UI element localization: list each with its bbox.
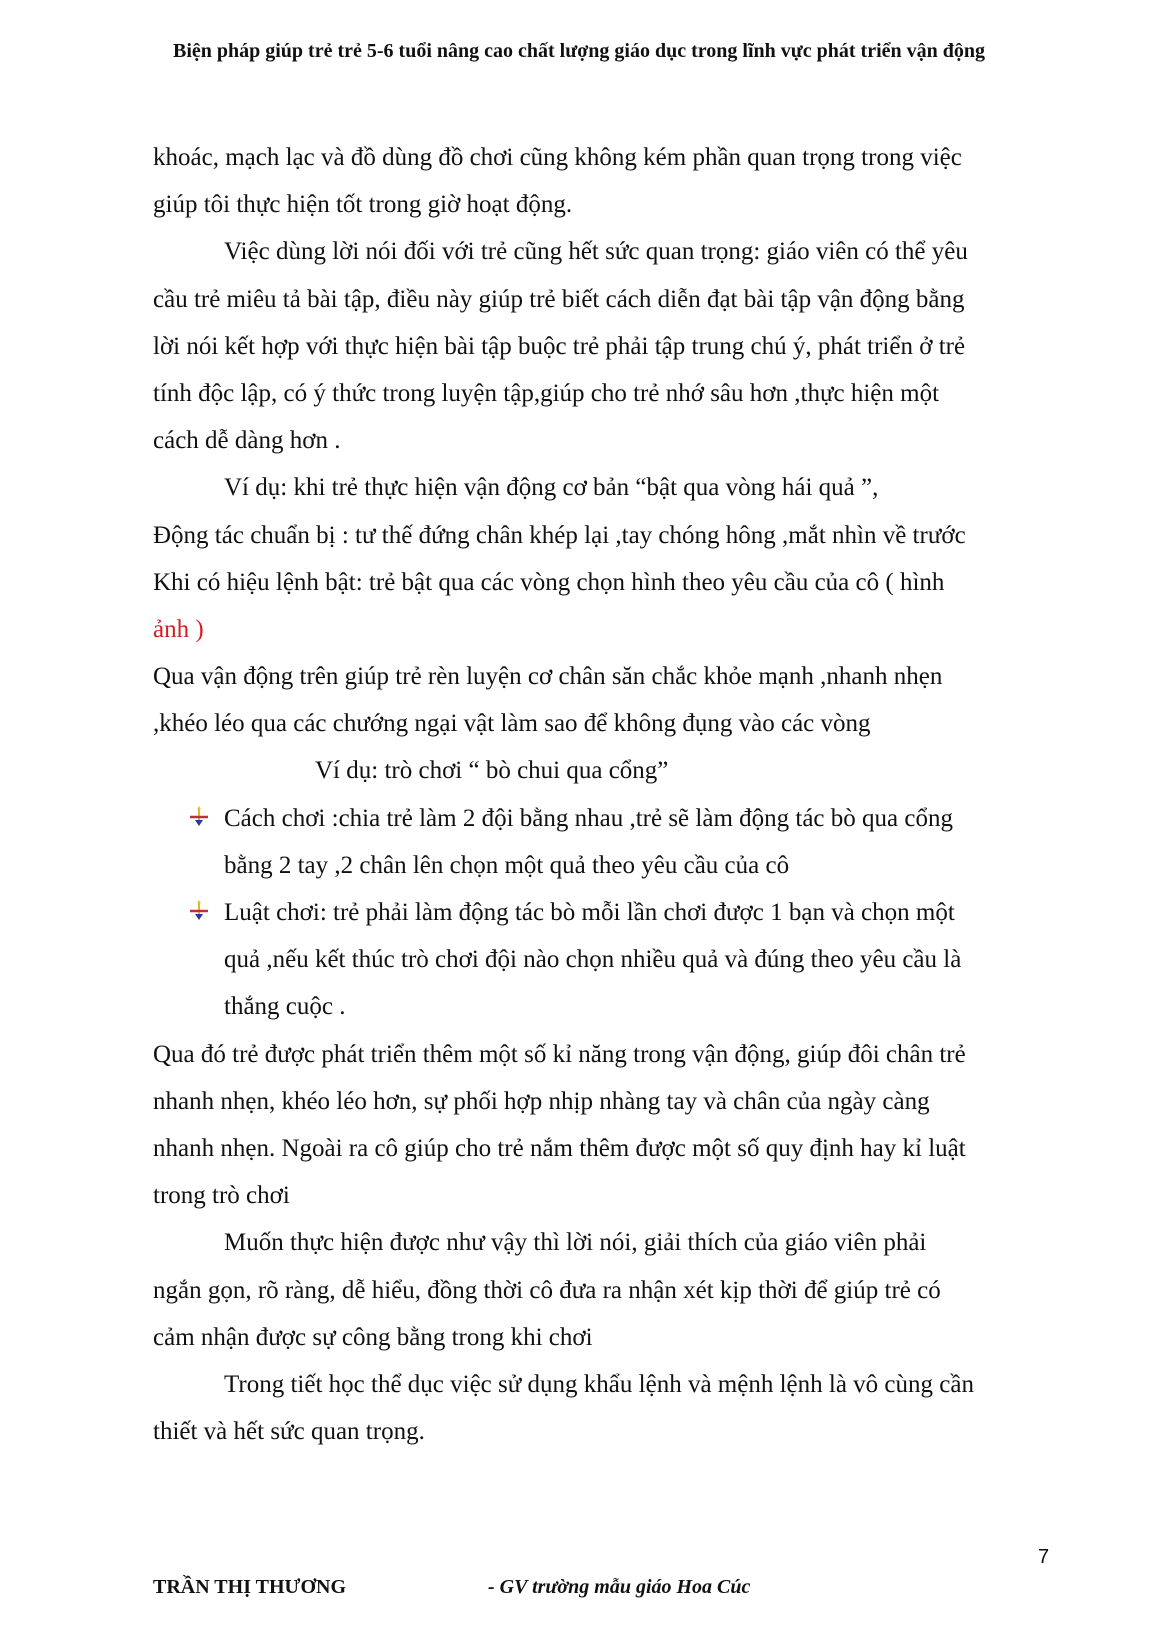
- body-line: Động tác chuẩn bị : tư thế đứng chân khép lại ,tay chóng hông ,mắt nhìn về trước: [153, 521, 966, 549]
- footer-role: - GV trường mẫu giáo Hoa Cúc: [488, 1576, 751, 1598]
- body-line: Việc dùng lời nói đối với trẻ cũng hết sức quan trọng: giáo viên có thể yêu: [224, 238, 968, 266]
- body-line: Trong tiết học thể dục việc sử dụng khẩu lệnh và mệnh lệnh là vô cùng cần: [224, 1370, 974, 1398]
- body-line: Ví dụ: khi trẻ thực hiện vận động cơ bản “bật qua vòng hái quả ”,: [224, 474, 879, 502]
- body-line: ngắn gọn, rõ ràng, dễ hiểu, đồng thời cô đưa ra nhận xét kịp thời để giúp trẻ có: [153, 1276, 941, 1304]
- body-line: bằng 2 tay ,2 chân lên chọn một quả theo yêu cầu của cô: [224, 851, 790, 879]
- body-line: khoác, mạch lạc và đồ dùng đồ chơi cũng không kém phần quan trọng trong việc: [153, 144, 962, 171]
- bullet-item-rules-play: [153, 795, 1053, 842]
- body-line: cảm nhận được sự công bằng trong khi chơi: [153, 1323, 593, 1351]
- body-line: thắng cuộc .: [224, 993, 346, 1021]
- body-line: lời nói kết hợp với thực hiện bài tập buộc trẻ phải tập trung chú ý, phát triển ở trẻ: [153, 332, 966, 360]
- bullet-text: Luật chơi: trẻ phải làm động tác bò mỗi lần chơi được 1 bạn và chọn một: [224, 899, 955, 926]
- arrow-bullet-icon: [188, 806, 210, 828]
- body-line: trong trò chơi: [153, 1182, 290, 1210]
- body-line: Qua đó trẻ được phát triển thêm một số kỉ năng trong vận động, giúp đôi chân trẻ: [153, 1040, 966, 1068]
- body-line: nhanh nhẹn. Ngoài ra cô giúp cho trẻ nắm thêm được một số quy định hay kỉ luật: [153, 1134, 966, 1162]
- bullet-text: Cách chơi :chia trẻ làm 2 đội bằng nhau ,trẻ sẽ làm động tác bò qua cổng: [224, 804, 953, 832]
- page-number: 7: [1038, 1546, 1050, 1568]
- body-line: Khi có hiệu lệnh bật: trẻ bật qua các vòng chọn hình theo yêu cầu của cô ( hình: [153, 568, 945, 596]
- body-line: Muốn thực hiện được như vậy thì lời nói, giải thích của giáo viên phải: [224, 1229, 927, 1257]
- page-header-title: Biện pháp giúp trẻ trẻ 5-6 tuổi nâng cao chất lượng giáo dục trong lĩnh vực phát triển vận động: [172, 40, 986, 62]
- body-line: quả ,nếu kết thúc trò chơi đội nào chọn nhiều quả và đúng theo yêu cầu là: [224, 946, 962, 974]
- body-line: cầu trẻ miêu tả bài tập, điều này giúp trẻ biết cách diễn đạt bài tập vận động bằng: [153, 285, 965, 313]
- body-line: ,khéo léo qua các chướng ngại vật làm sao để không đụng vào các vòng: [153, 710, 871, 738]
- document-body: [153, 134, 1053, 1455]
- body-line: thiết và hết sức quan trọng.: [153, 1418, 425, 1446]
- body-line: nhanh nhẹn, khéo léo hơn, sự phối hợp nhịp nhàng tay và chân của ngày càng: [153, 1087, 930, 1115]
- arrow-bullet-icon: [188, 900, 210, 922]
- body-line: tính độc lập, có ý thức trong luyện tập,giúp cho trẻ nhớ sâu hơn ,thực hiện một: [153, 379, 940, 407]
- bullet-item-game-rules: [153, 889, 1053, 936]
- example-title: Ví dụ: trò chơi “ bò chui qua cổng”: [315, 757, 669, 785]
- footer-author: TRẦN THỊ THƯƠNG: [153, 1576, 346, 1598]
- body-line: Qua vận động trên giúp trẻ rèn luyện cơ chân săn chắc khỏe mạnh ,nhanh nhẹn: [153, 663, 943, 691]
- body-line: cách dễ dàng hơn .: [153, 427, 341, 455]
- body-line: giúp tôi thực hiện tốt trong giờ hoạt động.: [153, 191, 573, 219]
- body-line-red: ảnh ): [153, 615, 204, 643]
